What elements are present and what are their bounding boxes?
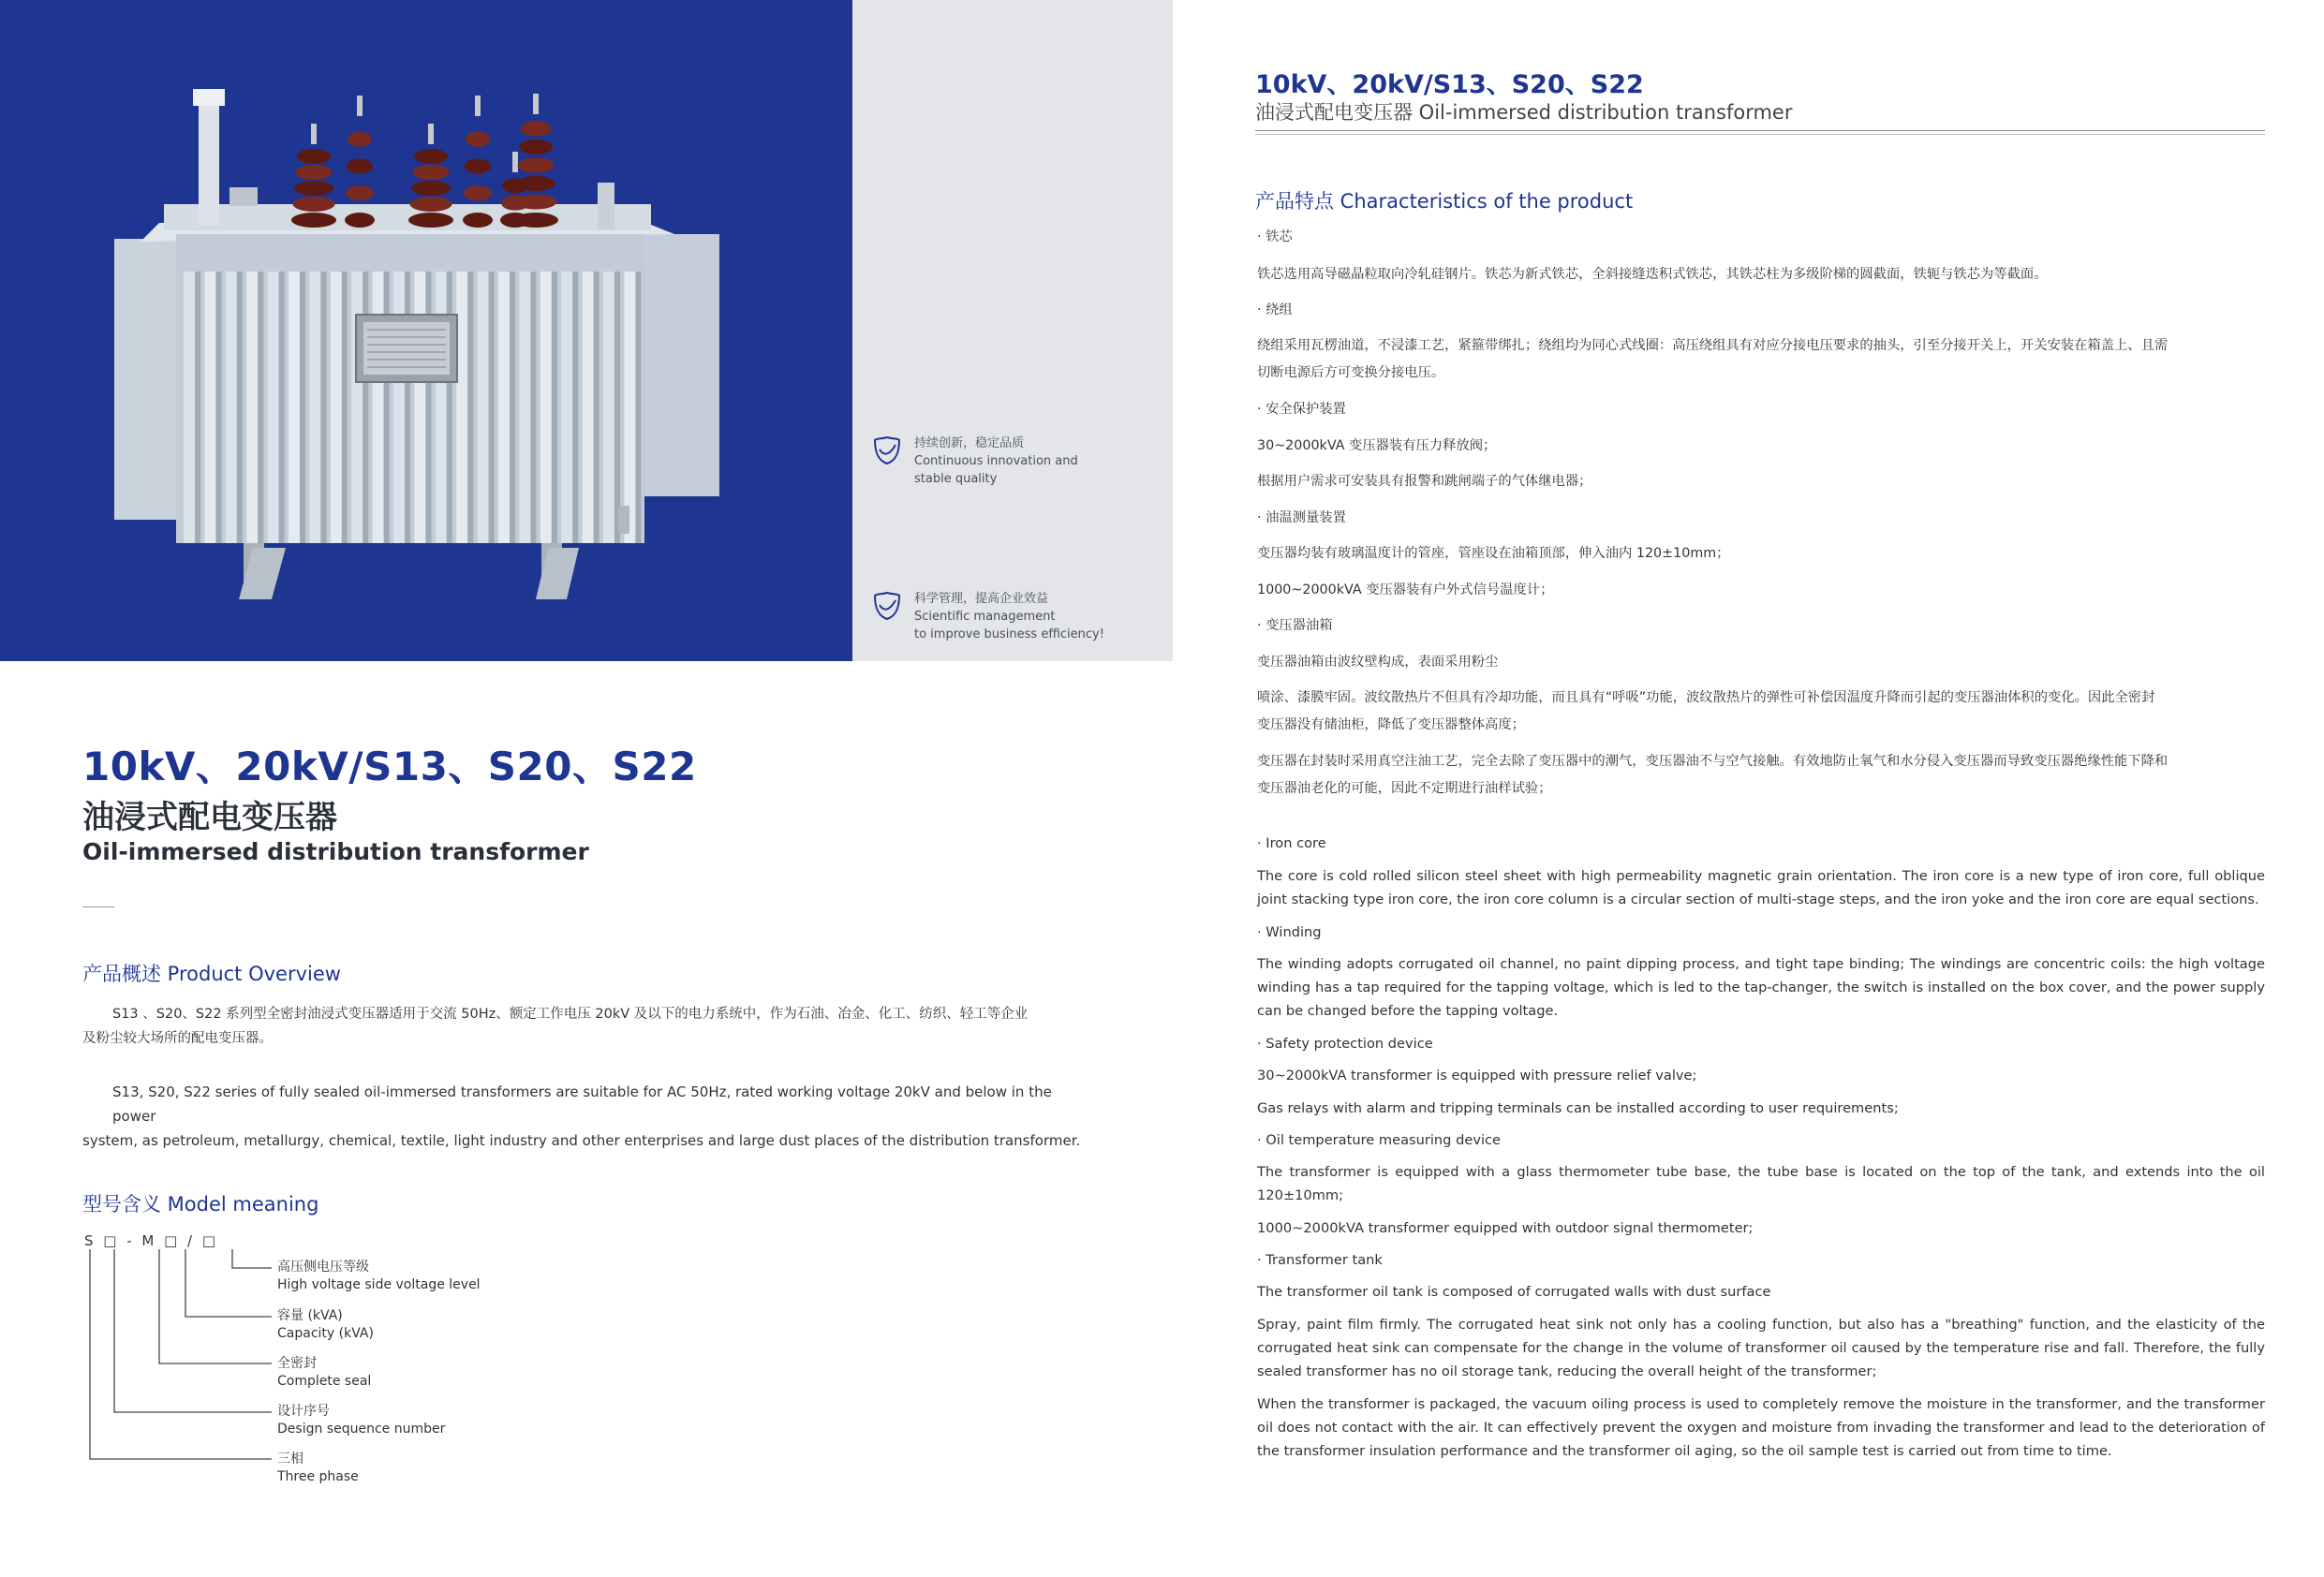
cooling-fin	[331, 272, 342, 543]
cooling-fin-shadow	[510, 272, 515, 543]
cooling-fin-shadow	[552, 272, 557, 543]
overview-cn-line2: 及粉尘较大场所的配电变压器。	[82, 1031, 273, 1046]
right-rule-2	[1255, 134, 2265, 135]
cooling-fin-shadow	[237, 272, 243, 543]
model-label-phase-cn: 三相	[277, 1452, 303, 1466]
model-diagram-lines	[84, 1247, 272, 1472]
cn-tank-text1: 变压器油箱由波纹壁构成，表面采用粉尘	[1257, 655, 1499, 670]
en-oiltemp-text2: 1000~2000kVA transformer equipped with outdoor signal thermometer;	[1257, 1220, 1754, 1236]
model-label-design	[277, 1403, 445, 1438]
title-divider	[82, 906, 114, 907]
feature-innovation-cn: 持续创新，稳定品质	[914, 436, 1025, 450]
cn-oiltemp-title: · 油温测量装置	[1257, 506, 2265, 530]
en-safety-text1: 30~2000kVA transformer is equipped with pressure relief valve;	[1257, 1068, 1697, 1083]
en-tank-text3: When the transformer is packaged, the vacuum oiling process is used to completely remove the moisture in the transformer, and the transformer oil does not contact with the air. It can effectively prevent the oxygen and moisture from invading the transformer and lead to the deterioration of the transformer insulation performance and the transformer oil aging, so the oil sample test is carried out from time to time.	[1257, 1396, 2265, 1459]
left-title: 10kV、20kV/S13、S20、S22	[82, 744, 697, 789]
overview-en-line1: S13, S20, S22 series of fully sealed oil-immersed transformers are suitable for AC 50Hz, rated working voltage 20kV and below in the power	[112, 1083, 1052, 1125]
cooling-fin	[268, 272, 279, 543]
cooling-fin-shadow	[425, 272, 431, 543]
model-heading: 型号含义 Model meaning	[82, 1193, 319, 1216]
model-label-capacity-en: Capacity (kVA)	[277, 1326, 374, 1341]
cooling-fin	[393, 272, 405, 543]
shield-check-icon	[871, 590, 903, 622]
cn-oiltemp-text1: 变压器均装有玻璃温度计的管座，管座设在油箱顶部，伸入油内 120±10mm；	[1257, 546, 1730, 561]
cooling-fin-shadow	[467, 272, 473, 543]
cooling-fin-shadow	[195, 272, 200, 543]
shield-check-icon	[871, 435, 903, 466]
en-oiltemp-title: · Oil temperature measuring device	[1257, 1128, 2265, 1152]
feature-innovation-en1: Continuous innovation and	[914, 454, 1078, 468]
feature-management-en1: Scientific management	[914, 610, 1056, 624]
transformer-photo	[0, 0, 852, 661]
model-label-capacity	[277, 1307, 374, 1343]
cn-tank-text3: 变压器没有储油柜，降低了变压器整体高度；	[1257, 717, 1525, 732]
cooling-fin-shadow	[489, 272, 495, 543]
model-label-voltage	[277, 1259, 481, 1294]
cn-tank-title: · 变压器油箱	[1257, 613, 2265, 638]
cn-oiltemp-text2: 1000~2000kVA 变压器装有户外式信号温度计；	[1257, 582, 1554, 597]
cooling-fin	[540, 272, 552, 543]
cn-winding-title: · 绕组	[1257, 298, 2265, 322]
overview-en-line2: system, as petroleum, metallurgy, chemical, textile, light industry and other enterprises and large dust places of the distribution transformer.	[82, 1132, 1081, 1149]
cooling-fin	[583, 272, 594, 543]
cn-iron-core-text: 铁芯选用高导磁晶粒取向冷轧硅钢片。铁芯为新式铁芯，全斜接缝迭积式铁芯，其铁芯柱为多级阶梯的圆截面，铁轭与铁芯为等截面。	[1257, 267, 2048, 282]
cn-iron-core-title: · 铁芯	[1257, 225, 2265, 249]
cn-winding-text2: 切断电源后方可变换分接电压。	[1257, 365, 1445, 380]
cooling-fin-shadow	[572, 272, 578, 543]
cooling-fin-shadow	[635, 272, 641, 543]
feature-innovation-en2: stable quality	[914, 472, 998, 486]
cooling-fin-shadow	[614, 272, 620, 543]
cooling-fin	[246, 272, 258, 543]
cooling-fin	[498, 272, 510, 543]
cooling-fin	[456, 272, 467, 543]
cn-tank-text5: 变压器油老化的可能，因此不定期进行油样试验；	[1257, 781, 1552, 796]
en-tank-text1: The transformer oil tank is composed of corrugated walls with dust surface	[1257, 1284, 1771, 1300]
model-code: S □ - M □ / □	[84, 1232, 219, 1249]
cn-winding-text1: 绕组采用瓦楞油道，不浸漆工艺，紧箍带绑扎；绕组均为同心式线圈：高压绕组具有对应分接电压要求的抽头，引至分接开关上，开关安装在箱盖上、且需	[1257, 338, 2169, 353]
model-label-seal-cn: 全密封	[277, 1356, 317, 1371]
cooling-fin	[204, 272, 215, 543]
cooling-fin-shadow	[405, 272, 410, 543]
characteristics-heading: 产品特点 Characteristics of the product	[1255, 190, 1634, 213]
cooling-fin	[289, 272, 300, 543]
model-label-phase-en: Three phase	[277, 1469, 359, 1484]
cooling-fin	[373, 272, 384, 543]
cn-safety-text2: 根据用户需求可安装具有报警和跳闸端子的气体继电器；	[1257, 474, 1592, 489]
model-label-seal	[277, 1355, 371, 1391]
cooling-fin	[309, 272, 320, 543]
right-title: 10kV、20kV/S13、S20、S22	[1255, 70, 1644, 99]
cooling-fin-shadow	[447, 272, 452, 543]
right-subtitle: 油浸式配电变压器 Oil-immersed distribution transformer	[1255, 101, 1793, 124]
overview-heading: 产品概述 Product Overview	[82, 963, 341, 985]
en-tank-text2: Spray, paint film firmly. The corrugated heat sink not only has a cooling function, but also has a "breathing" function, and the elasticity of the corrugated heat sink can compensate for the change in the volume of transformer oil caused by the temperature rise and fall. Therefore, the fully sealed transformer has no oil storage tank, reducing the overall height of the transformer;	[1257, 1317, 2265, 1379]
model-label-design-en: Design sequence number	[277, 1422, 446, 1437]
cn-safety-title: · 安全保护装置	[1257, 397, 2265, 421]
en-safety-title: · Safety protection device	[1257, 1032, 2265, 1055]
feature-management-cn: 科学管理，提高企业效益	[914, 592, 1049, 606]
cooling-fin-shadow	[342, 272, 348, 543]
en-iron-core-text: The core is cold rolled silicon steel sheet with high permeability magnetic grain orientation. The iron core is a new type of iron core, full oblique joint stacking type iron core, the iron core column is a circular section of multi-stage steps, and the iron yoke and the iron core are equal sections.	[1257, 868, 2265, 907]
cooling-fin	[226, 272, 237, 543]
cn-tank-text2: 喷涂、漆膜牢固。波纹散热片不但具有冷却功能，而且具有“呼吸”功能，波纹散热片的弹性可补偿因温度升降而引起的变压器油体积的变化。因此全密封	[1257, 690, 2155, 705]
cooling-fin-shadow	[258, 272, 263, 543]
en-oiltemp-text1: The transformer is equipped with a glass thermometer tube base, the tube base is located on the top of the tank, and extends into the oil 120±10mm;	[1257, 1164, 2265, 1203]
cooling-fin-shadow	[384, 272, 390, 543]
model-label-seal-en: Complete seal	[277, 1374, 372, 1389]
left-subtitle-en: Oil-immersed distribution transformer	[82, 838, 589, 865]
cooling-fin	[351, 272, 363, 543]
en-winding-text: The winding adopts corrugated oil channel, no paint dipping process, and tight tape binding; The windings are concentric coils: the high voltage winding has a tap required for the tapping voltage, which is led to the tap-changer, the switch is installed on the box cover, and the power supply can be changed before the tapping voltage.	[1257, 956, 2265, 1019]
hero-blue-panel	[0, 0, 852, 661]
en-winding-title: · Winding	[1257, 921, 2265, 944]
left-subtitle-cn: 油浸式配电变压器	[82, 799, 337, 836]
cooling-fin-shadow	[363, 272, 368, 543]
cooling-fin	[436, 272, 447, 543]
cooling-fin	[184, 272, 195, 543]
model-label-capacity-cn: 容量 (kVA)	[277, 1308, 343, 1323]
cooling-fin-shadow	[530, 272, 536, 543]
cooling-fin	[624, 272, 635, 543]
cooling-fin	[414, 272, 425, 543]
cooling-fin	[561, 272, 572, 543]
model-label-design-cn: 设计序号	[277, 1404, 330, 1419]
cn-tank-text4: 变压器在封装时采用真空注油工艺，完全去除了变压器中的潮气，变压器油不与空气接触。有效地防止氧气和水分侵入变压器而导致变压器绝缘性能下降和	[1257, 754, 2169, 769]
cooling-fin-shadow	[594, 272, 600, 543]
model-label-voltage-en: High voltage side voltage level	[277, 1277, 481, 1292]
feature-management-en2: to improve business efficiency!	[914, 627, 1104, 641]
en-iron-core-title: · Iron core	[1257, 832, 2265, 855]
overview-cn	[82, 1002, 1094, 1051]
cooling-fin-shadow	[300, 272, 305, 543]
model-label-phase	[277, 1451, 359, 1486]
cooling-fin-shadow	[320, 272, 326, 543]
cooling-fin	[603, 272, 614, 543]
cn-safety-text1: 30~2000kVA 变压器装有压力释放阀；	[1257, 438, 1497, 453]
overview-cn-line1: S13 、S20、S22 系列型全密封油浸式变压器适用于交流 50Hz、额定工作电压 20kV 及以下的电力系统中，作为石油、冶金、化工、纺织、轻工等企业	[112, 1007, 1029, 1022]
en-tank-title: · Transformer tank	[1257, 1248, 2265, 1272]
en-safety-text2: Gas relays with alarm and tripping terminals can be installed according to user requirements;	[1257, 1100, 1899, 1116]
right-rule-1	[1255, 130, 2265, 131]
cooling-fin-shadow	[215, 272, 221, 543]
model-label-voltage-cn: 高压侧电压等级	[277, 1260, 369, 1275]
cooling-fin	[478, 272, 489, 543]
overview-en	[82, 1080, 1094, 1153]
cooling-fin-shadow	[279, 272, 285, 543]
cooling-fin	[519, 272, 530, 543]
hero-gray-panel	[852, 0, 1173, 661]
